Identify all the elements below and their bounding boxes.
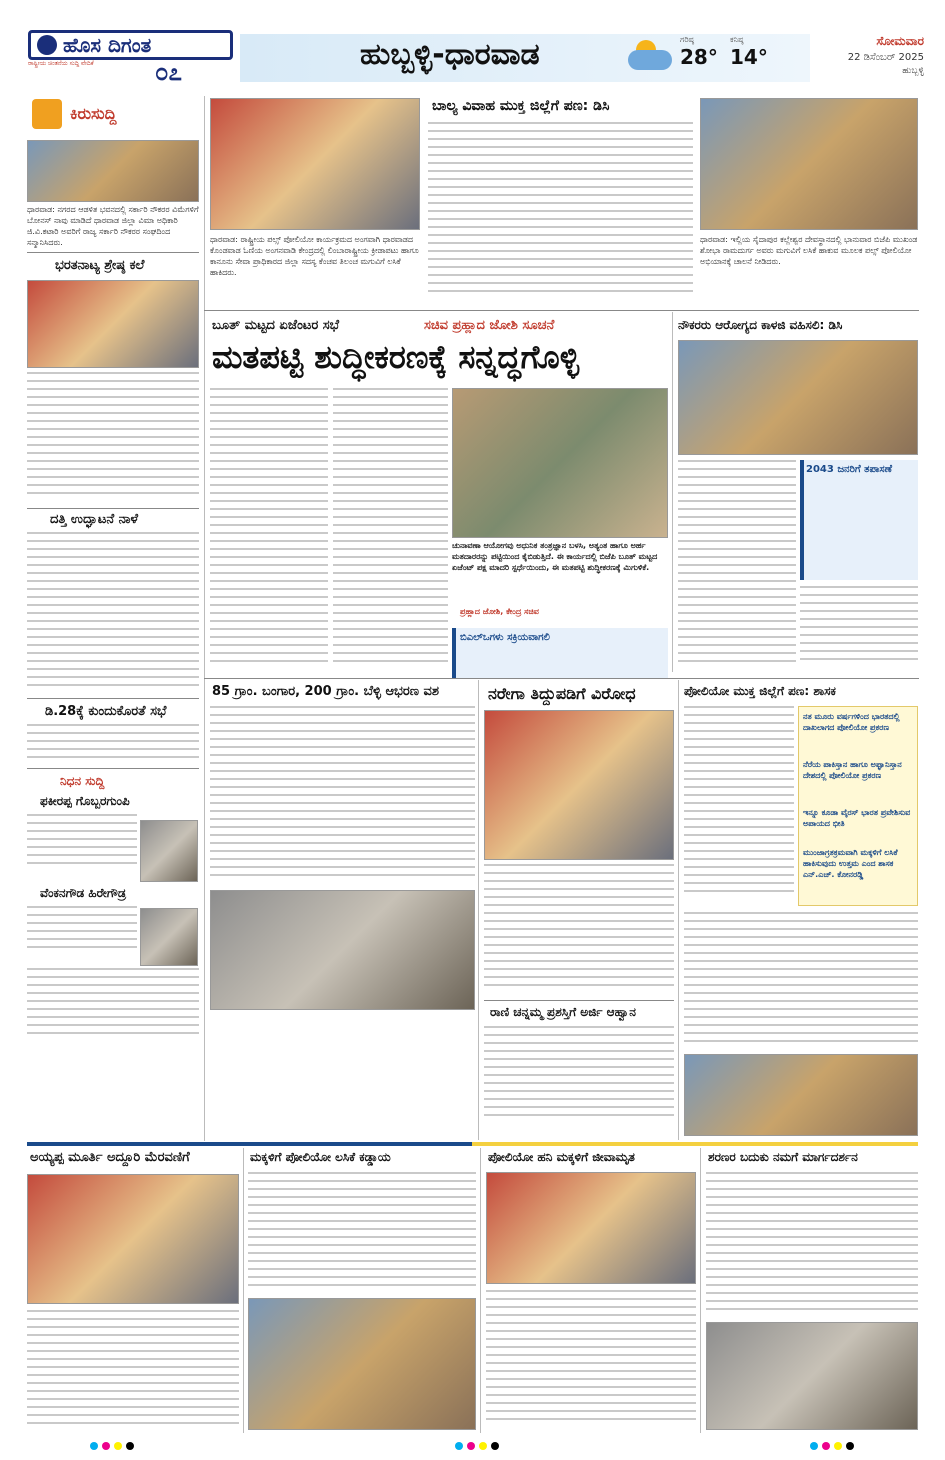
polio-drops-photo — [684, 1054, 918, 1136]
emblem-icon — [37, 35, 57, 55]
registration-dots-left — [90, 1442, 134, 1450]
lead-body-col2 — [333, 388, 448, 668]
datti-body — [27, 532, 199, 692]
lead-photo — [452, 388, 668, 538]
obit2-body-cont — [27, 968, 199, 1040]
obit2-photo — [140, 908, 198, 966]
health-camp-photo — [678, 340, 918, 455]
weather-icon — [628, 40, 672, 72]
narega-body — [484, 864, 674, 994]
polio-free-headline: ಪೋಲಿಯೋ ಮುಕ್ತ ಜಿಲ್ಲೆಗೆ ಪಣ: ಶಾಸಕ — [684, 684, 836, 698]
ayyappa-headline: ಅಯ್ಯಪ್ಪ ಮೂರ್ತಿ ಅದ್ದೂರಿ ಮೆರವಣಿಗೆ — [30, 1150, 190, 1165]
kirusuddi-caption: ಧಾರವಾಡ: ನಗರದ ಆಡಳಿತ ಭವನದಲ್ಲಿ ಸರ್ಕಾರಿ ನೌಕರರ ವಿಮೆಗಳಿಗೆ ಬೋನಸ್ ನಾವು ಮಾಡಿದೆ ಧಾರವಾಡ ಜಿಲ್ಲಾ ವಿಮಾ ಅಧಿಕಾರಿ ಜಿ.ವಿ.ಕಟಾರಿ ಅವರಿಗೆ ರಾಜ್ಯ ಸರ್ಕಾರಿ ನೌಕರರ ಸಂಘದಿಂದ ಸನ್ಮಾನಿಸಿದರು. — [27, 205, 199, 247]
lead-kicker-left: ಬೂತ್ ಮಟ್ಟದ ಏಜೆಂಟರ ಸಭೆ — [212, 318, 340, 333]
polio-point-1: ನತ ಮೂರು ವರ್ಷಗಳಿಂದ ಭಾರತದಲ್ಲಿ ದಾಖಲಾಗದ ಪೋಲಿಯೋ ಪ್ರಕರಣ — [803, 712, 900, 732]
masthead — [0, 0, 945, 95]
registration-dots-right — [810, 1442, 854, 1450]
bharatanatya-body — [27, 372, 199, 504]
narega-protest-photo — [484, 710, 674, 860]
obit2-body — [27, 906, 137, 956]
masthead-title: ಹೊಸ ದಿಗಂತ — [63, 33, 152, 57]
date-box — [812, 34, 924, 82]
polio-free-body — [684, 706, 794, 906]
d28-body — [27, 724, 199, 764]
polio-free-body-2 — [684, 912, 918, 1052]
polio-point-2: ನೆರೆಯ ಪಾಕಿಸ್ತಾನ ಹಾಗೂ ಅಫ್ಘಾನಿಸ್ತಾನ ದೇಶದಲ್ಲಿ ಪೋಲಿಯೋ ಪ್ರಕರಣ — [803, 760, 902, 780]
obit1-name: ಫಕೀರಪ್ಪ ಗೊಬ್ಬರಗುಂಪಿ — [40, 794, 130, 808]
screening-box-title: 2043 ಜನರಿಗೆ ತಪಾಸಣೆ — [806, 464, 892, 475]
health-body-col2 — [800, 586, 918, 672]
date-day: ಸೋಮವಾರ — [876, 34, 924, 48]
obit1-photo — [140, 820, 198, 882]
makkalige-photo — [248, 1298, 476, 1430]
polio-photo-2 — [700, 98, 918, 230]
polio-point-4: ಮುಂಜಾಗ್ರತಕ್ರಮವಾಗಿ ಮಕ್ಕಳಿಗೆ ಲಸಿಕೆ ಹಾಕಿಸುವುದು ಉತ್ತಮ ಎಂದ ಶಾಸಕ ಎನ್.ಎಚ್. ಕೋನರಡ್ಡಿ — [803, 848, 898, 879]
bharatanatya-headline: ಭರತನಾಟ್ಯ ಶ್ರೇಷ್ಠ ಕಲೆ — [55, 258, 145, 273]
kirusuddi-photo — [27, 140, 199, 202]
gold-seized-headline: 85 ಗ್ರಾಂ. ಬಂಗಾರ, 200 ಗ್ರಾಂ. ಬೆಳ್ಳಿ ಆಭರಣ ವಶ — [212, 684, 440, 699]
nidhana-label: ನಿಧನ ಸುದ್ದಿ — [60, 774, 105, 788]
polio-points-box — [798, 706, 918, 906]
employees-health-headline: ನೌಕರರು ಆರೋಗ್ಯದ ಕಾಳಜಿ ವಹಿಸಲಿ: ಡಿಸಿ — [678, 318, 843, 332]
polio-photo-1-caption: ಧಾರವಾಡ: ರಾಷ್ಟ್ರೀಯ ಪಲ್ಸ್ ಪೋಲಿಯೋ ಕಾರ್ಯಕ್ರಮದ ಅಂಗವಾಗಿ ಧಾರವಾಡದ ಕೊಂಡವಾಡ ಓಣಿಯ ಅಂಗನವಾಡಿ ಕೇಂದ್ರದಲ್ಲಿ ಲಿಂಬಾರಾಷ್ಟ್ರೀಯ ಕ್ರೀಡಾಪಟು ಹಾಗೂ ಕಾನೂನು ಸೇವಾ ಪ್ರಾಧಿಕಾರದ ಜಿಲ್ಲಾ ಸದಸ್ಯ ಕೆಂಚವ ತಿಲಂಚ ಮಗುವಿಗೆ ಲಸಿಕೆ ಹಾಕಿದರು. — [210, 235, 419, 277]
obit1-body — [27, 814, 137, 874]
date-date: 22 ಡಿಸೆಂಬರ್ 2025 — [847, 52, 924, 63]
lead-kicker-right: ಸಚಿವ ಪ್ರಹ್ಲಾದ ಜೋಶಿ ಸೂಚನೆ — [424, 318, 555, 333]
edition-title: ಹುಬ್ಬಳ್ಳಿ-ಧಾರವಾಡ — [360, 37, 540, 72]
temp-max: ಗರಿಷ್ಠ 28° — [680, 35, 718, 69]
ayyappa-photo — [27, 1174, 239, 1304]
sharana-headline: ಶರಣರ ಬದುಕು ನಮಗೆ ಮಾರ್ಗದರ್ಶನ — [708, 1150, 858, 1164]
temp-min: ಕನಿಷ್ಠ 14° — [730, 35, 768, 69]
lead-quote: ಚುನಾವಣಾ ಆಯೋಗವು ಅಧುನಿಕ ತಂತ್ರಜ್ಞಾನ ಬಳಸಿ, ಅತ್ಯಂತ ಹಾಗೂ ಅರ್ಹ ಮತದಾರರನ್ನು ಪಟ್ಟಿಯಿಂದ ಕೈಬಿಡುತ್ತಿದೆ. ಈ ಕಾರ್ಯದಲ್ಲಿ ಬಿಜೆಪಿ ಬೂತ್ ಮಟ್ಟದ ಏಜೆಂಟ್ ಪಕ್ಷ ಮಾದರಿ ಸ್ಪರ್ಧೆಯಿಂದು, ಈ ಮತಪಟ್ಟಿ ಶುದ್ಧೀಕರಣಕ್ಕೆ ಮಿಗುಳಿಕೆ. — [452, 541, 658, 572]
rani-award-headline: ರಾಣಿ ಚನ್ನಮ್ಮ ಪ್ರಶಸ್ತಿಗೆ ಅರ್ಜಿ ಆಹ್ವಾನ — [490, 1005, 636, 1019]
makkalige-headline: ಮಕ್ಕಳಿಗೆ ಪೋಲಿಯೋ ಲಸಿಕೆ ಕಡ್ಡಾಯ — [250, 1150, 391, 1164]
screening-box — [800, 460, 918, 580]
child-marriage-headline: ಬಾಲ್ಯ ವಿವಾಹ ಮುಕ್ತ ಜಿಲ್ಲೆಗೆ ಪಣ: ಡಿಸಿ — [432, 98, 610, 114]
lead-body-col1 — [210, 388, 328, 668]
d28-headline: ಡಿ.28ಕ್ಕೆ ಕುಂದುಕೊರತೆ ಸಭೆ — [45, 704, 167, 719]
gold-body — [210, 706, 475, 886]
blo-label: ಬಿಎಲ್‌ಒಗಳು ಸಕ್ರಿಯವಾಗಲಿ — [460, 632, 550, 643]
narega-headline: ನರೇಗಾ ತಿದ್ದುಪಡಿಗೆ ವಿರೋಧ — [488, 684, 636, 703]
hani-photo — [486, 1172, 696, 1284]
bharatanatya-photo — [27, 280, 199, 368]
child-marriage-body — [428, 122, 693, 302]
hani-body — [486, 1290, 696, 1430]
sharana-body — [706, 1172, 918, 1318]
page-number: ೦೭ — [155, 58, 182, 86]
lead-quote-author: ಪ್ರಹ್ಲಾದ ಜೋಶಿ, ಕೇಂದ್ರ ಸಚಿವ — [460, 607, 539, 616]
hand-icon — [32, 99, 62, 129]
polio-photo-2-caption: ಧಾರವಾಡ: ಇಲ್ಲಿಯ ಸೈದಾಪುರ ಕಲ್ಲೇಶ್ವರ ದೇವಸ್ಥಾನದಲ್ಲಿ ಭಾನುವಾರ ಬಿಜೆಪಿ ಮುಖಂಡ ಶೋಭಾ ರಾಮದುರ್ಗ ಅವರು ಮಗುವಿಗೆ ಲಸಿಕೆ ಹಾಕುವ ಮೂಲಕ ಪಲ್ಸ್ ಪೋಲಿಯೋ ಅಭಿಯಾನಕ್ಕೆ ಚಾಲನೆ ನೀಡಿದರು. — [700, 235, 918, 266]
date-city: ಹುಬ್ಬಳ್ಳಿ — [902, 66, 924, 76]
datti-headline: ದತ್ತಿ ಉದ್ಘಾಟನೆ ನಾಳೆ — [50, 512, 139, 527]
polio-point-3: ಇನ್ನೂ ಕೂಡಾ ವೈರಸ್ ಭಾರತ ಪ್ರವೇಶಿಸುವ ಅಪಾಯದ ಭೀತಿ — [803, 808, 911, 828]
health-body-col1 — [678, 460, 796, 672]
sharana-photo — [706, 1322, 918, 1430]
rani-body — [484, 1026, 674, 1126]
polio-photo-1 — [210, 98, 420, 230]
registration-dots-center — [455, 1442, 499, 1450]
makkalige-body — [248, 1172, 476, 1292]
ayyappa-body — [27, 1310, 239, 1430]
kirusuddi-label: ಕಿರುಸುದ್ದಿ — [70, 104, 117, 123]
masthead-tagline: ರಾಷ್ಟ್ರೀಯ ಚಿಂತನೆಯ ಸುದ್ದಿ ವೇದಿಕೆ — [28, 60, 94, 67]
obit2-name: ವೆಂಕನಗೌಡ ಹಿರೇಗೌಡ್ರ — [40, 886, 127, 900]
hani-headline: ಪೋಲಿಯೋ ಹನಿ ಮಕ್ಕಳಿಗೆ ಜೀವಾಮೃತ — [488, 1150, 635, 1164]
gold-police-photo — [210, 890, 475, 1010]
lead-headline: ಮತಪಟ್ಟಿ ಶುದ್ಧೀಕರಣಕ್ಕೆ ಸನ್ನದ್ಧಗೊಳ್ಳಿ — [212, 338, 580, 376]
newspaper-logo — [28, 30, 233, 90]
